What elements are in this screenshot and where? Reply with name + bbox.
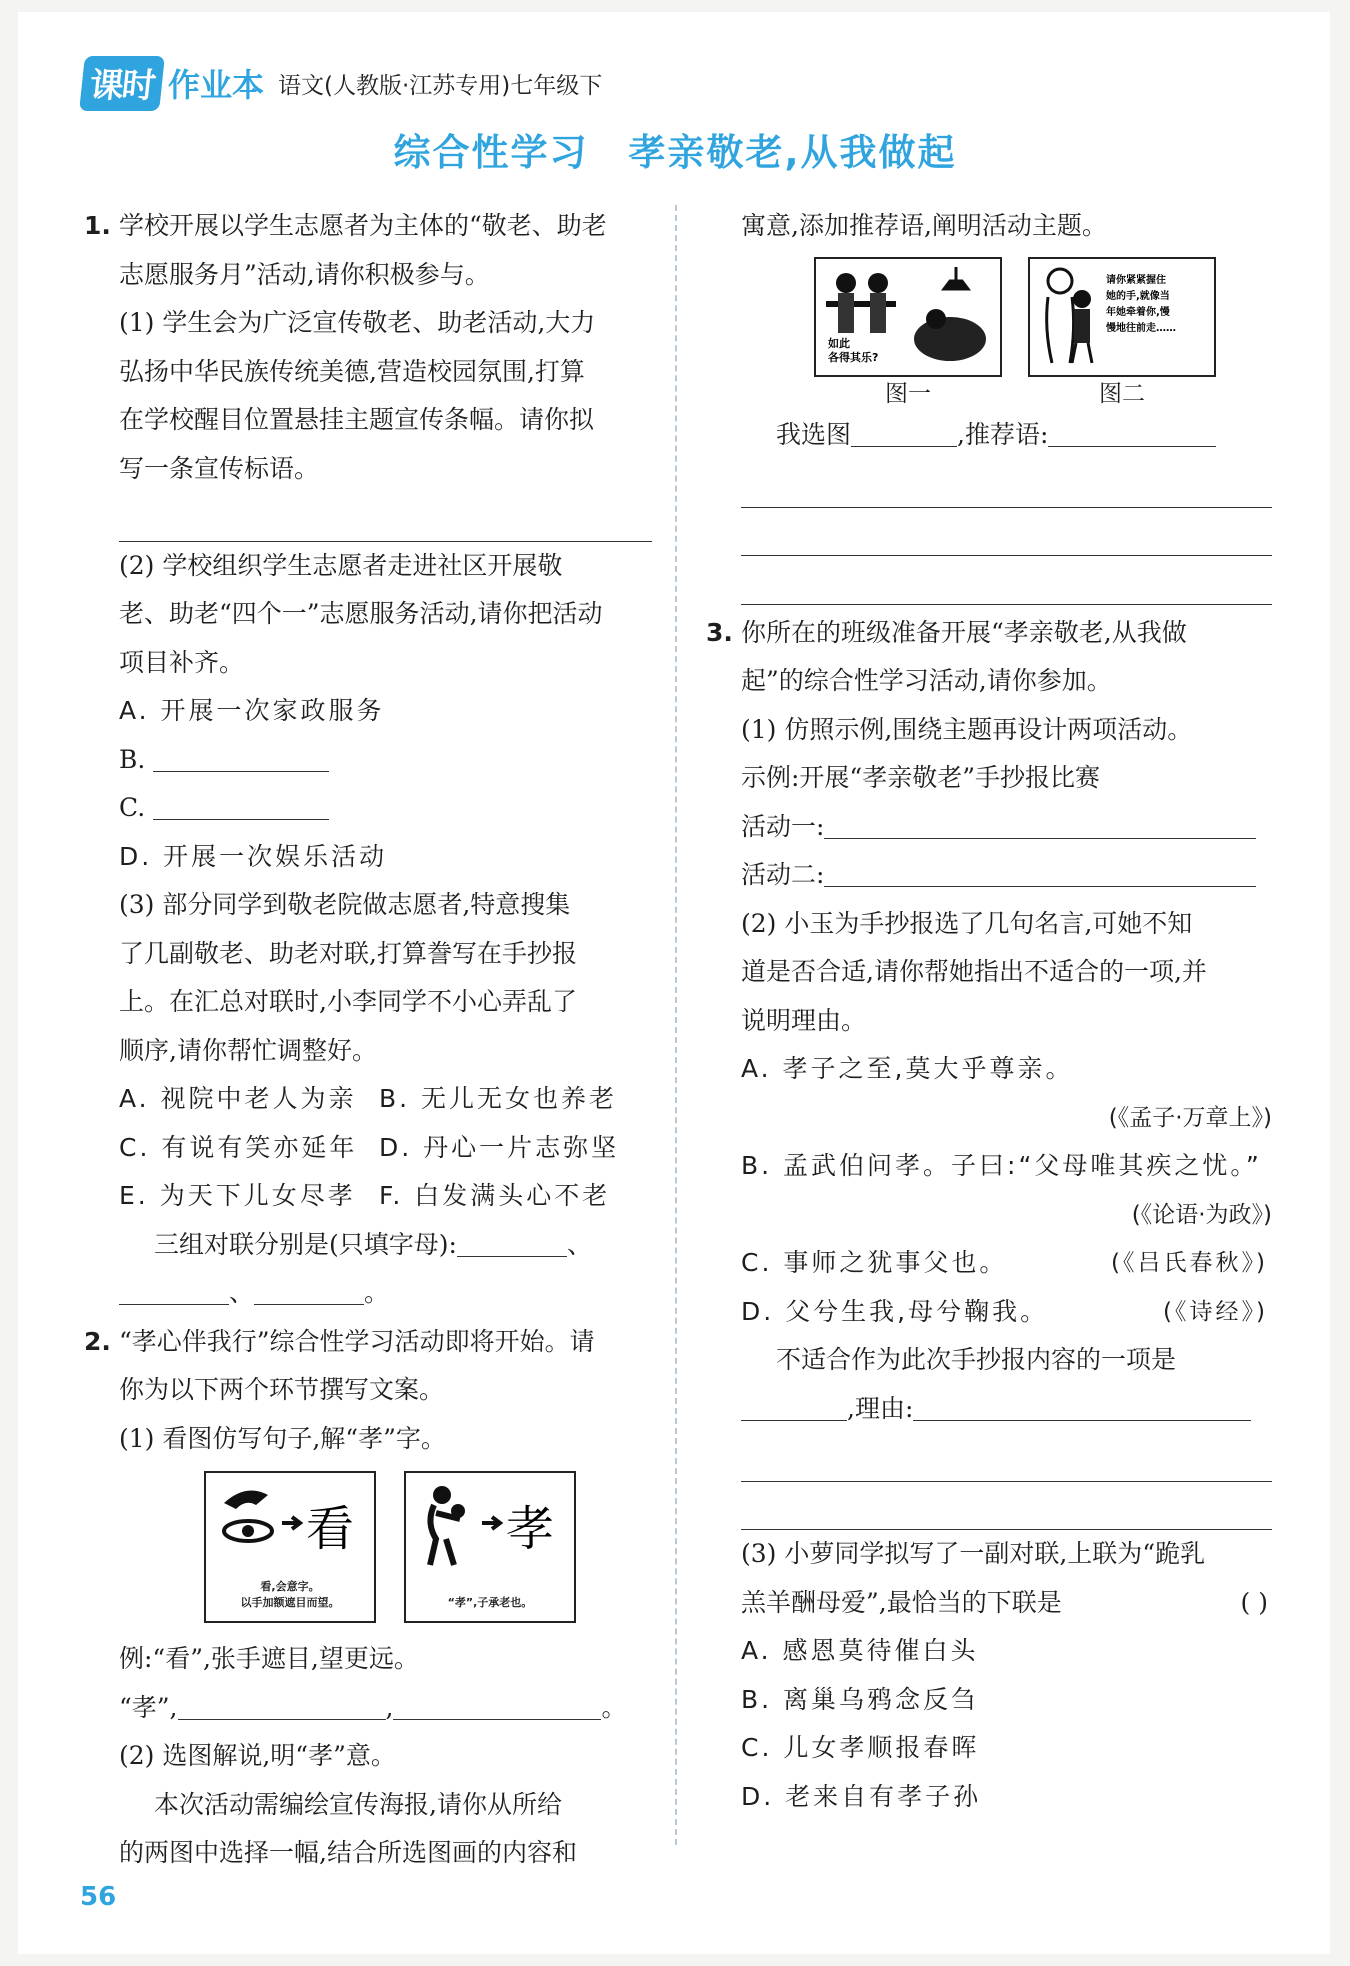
column-divider (675, 205, 677, 1845)
separator: 、 (229, 1278, 255, 1307)
cartoon-text: 慢地往前走…… (1106, 322, 1176, 334)
fill-blank[interactable] (824, 860, 1256, 887)
answer-line[interactable] (741, 1433, 1272, 1482)
q3-example: 示例:开展“孝亲敬老”手抄报比赛 (741, 763, 1100, 792)
q1-intro-line: 学校开展以学生志愿者为主体的“敬老、助老 (119, 211, 607, 240)
fill-blank[interactable] (153, 745, 329, 772)
answer-parentheses[interactable]: ( ) (1240, 1587, 1268, 1617)
left-column (84, 202, 652, 1878)
fill-blank[interactable] (393, 1693, 601, 1720)
answer-line[interactable] (741, 459, 1272, 508)
title-part-1: 综合性学习 (393, 131, 589, 174)
q3-part2-line: 道是否合适,请你帮她指出不适合的一项,并 (741, 957, 1207, 986)
q2-part1: (1) 看图仿写句子,解“孝”字。 (119, 1423, 446, 1453)
header (82, 58, 602, 108)
choose-prompt: 我选图 (776, 419, 852, 449)
quote-b: B. 孟武伯问孝。子曰:“父母唯其疾之忧。” (741, 1151, 1262, 1180)
quote-c-source: (《吕氏春秋》) (1111, 1250, 1268, 1276)
figure-1 (814, 257, 1002, 377)
poster-figures (706, 257, 1272, 377)
fill-blank[interactable] (1048, 420, 1216, 447)
cartoon-2 (1030, 259, 1214, 375)
quote-d: D. 父兮生我,母兮鞠我。 (741, 1296, 1049, 1326)
q2-intro-line: “孝心伴我行”综合性学习活动即将开始。请 (119, 1326, 595, 1356)
carrying-elder-illustration (406, 1473, 574, 1573)
q1-part2-line: (2) 学校组织学生志愿者走进社区开展敬 (119, 550, 563, 580)
comma: , (385, 1692, 394, 1722)
q1-part1-line: 写一条宣传标语。 (119, 453, 320, 483)
q3-answer-prompt: 不适合作为此次手抄报内容的一项是 (776, 1345, 1177, 1374)
q2-part2: (2) 选图解说,明“孝”意。 (119, 1741, 396, 1770)
q3-part3-line: 羔羊酬母爱”,最恰当的下联是 (741, 1587, 1062, 1617)
couplet-option-c: C. 儿女孝顺报春晖 (741, 1733, 980, 1762)
answer-line[interactable] (741, 1482, 1272, 1531)
q1-option-a: A. 开展一次家政服务 (119, 696, 385, 725)
q2-intro-line: 你为以下两个环节撰写文案。 (119, 1375, 445, 1404)
q1-part3-line: 顺序,请你帮忙调整好。 (119, 1035, 377, 1065)
fill-blank[interactable] (824, 812, 1256, 839)
book-subtitle: 语文(人教版·江苏专用)七年级下 (278, 72, 603, 99)
q1-part1-line: 弘扬中华民族传统美德,营造校园氛围,打算 (119, 356, 585, 386)
q2-part2-line: 本次活动需编绘宣传海报,请你从所给 (154, 1789, 562, 1819)
brand-logo: 课时 (79, 56, 165, 111)
fill-blank[interactable] (153, 793, 329, 820)
couplet-option-d: D. 老来自有孝子孙 (741, 1781, 982, 1811)
couplet-d: D. 丹心一片志弥坚 (379, 1132, 620, 1162)
quote-d-source: (《诗经》) (1163, 1298, 1268, 1325)
couplet-c: C. 有说有笑亦延年 (119, 1132, 358, 1162)
couplet-f: F. 白发满头心不老 (379, 1181, 611, 1210)
cartoon-text: 年她牵着你,慢 (1106, 306, 1170, 318)
title-part-2: 孝亲敬老,从我做起 (628, 131, 957, 174)
reason-prompt: ,理由: (847, 1393, 914, 1423)
seal-char-xiao: 孝 (506, 1501, 555, 1557)
answer-line[interactable] (119, 493, 652, 542)
q1-part3-line: 了几副敬老、助老对联,打算誊写在手抄报 (119, 938, 577, 968)
figure-caption: 看,会意字。 (260, 1580, 320, 1593)
fill-lead: “孝”, (119, 1692, 178, 1722)
figure-1-label: 图一 (885, 380, 931, 407)
fill-blank[interactable] (741, 1394, 847, 1421)
recommend-prompt: ,推荐语: (957, 419, 1049, 449)
fill-blank[interactable] (178, 1693, 386, 1720)
fill-blank[interactable] (457, 1230, 567, 1257)
figure-2-label: 图二 (1099, 380, 1145, 407)
activity-2-label: 活动二: (741, 860, 825, 889)
q3-part1: (1) 仿照示例,围绕主题再设计两项活动。 (741, 714, 1193, 744)
fill-blank[interactable] (913, 1394, 1251, 1421)
question-number: 1. (84, 211, 111, 240)
q2-example: 例:“看”,张手遮目,望更远。 (119, 1644, 419, 1673)
fill-blank[interactable] (851, 420, 957, 447)
character-figures (84, 1471, 652, 1623)
couplet-e: E. 为天下儿女尽孝 (119, 1181, 356, 1210)
page-number: 56 (80, 1882, 117, 1912)
q1-option-c: C. (119, 793, 146, 822)
couplet-option-a: A. 感恩莫待催白头 (741, 1636, 979, 1665)
question-number: 2. (84, 1326, 111, 1356)
q1-part3-line: 上。在汇总对联时,小李同学不小心弄乱了 (119, 987, 577, 1016)
fill-blank[interactable] (254, 1278, 364, 1305)
q2-part2-line: 的两图中选择一幅,结合所选图画的内容和 (119, 1838, 577, 1867)
q1-part1-line: (1) 学生会为广泛宣传敬老、助老活动,大力 (119, 308, 596, 337)
seal-char-kan: 看 (306, 1501, 355, 1557)
cartoon-text: 各得其乐? (828, 350, 879, 364)
eye-hand-illustration (206, 1473, 374, 1573)
quote-a-source: (《孟子·万章上》) (1108, 1104, 1272, 1131)
brand-name: 作业本 (168, 66, 265, 104)
q3-intro-line: 你所在的班级准备开展“孝亲敬老,从我做 (741, 617, 1187, 647)
couplet-a: A. 视院中老人为亲 (119, 1084, 357, 1113)
quote-a: A. 孝子之至,莫大乎尊亲。 (741, 1054, 1074, 1083)
activity-1-label: 活动一: (741, 811, 825, 841)
quote-c: C. 事师之犹事父也。 (741, 1248, 1008, 1277)
figure-2 (1028, 257, 1216, 377)
q2-part2-line: 寓意,添加推荐语,阐明活动主题。 (741, 211, 1107, 240)
couplet-option-b: B. 离巢乌鸦念反刍 (741, 1684, 980, 1714)
q1-answer-prompt: 三组对联分别是(只填字母): (154, 1229, 457, 1259)
period: 。 (364, 1278, 390, 1307)
separator: 、 (566, 1229, 592, 1259)
period: 。 (601, 1692, 627, 1722)
cartoon-text: 她的手,就像当 (1106, 290, 1170, 302)
couplet-b: B. 无儿无女也养老 (379, 1084, 618, 1113)
quote-b-source: (《论语·为政》) (1131, 1201, 1272, 1228)
question-number: 3. (706, 617, 733, 647)
q3-part3-line: (3) 小萝同学拟写了一副对联,上联为“跪乳 (741, 1539, 1206, 1568)
q3-part2-line: (2) 小玉为手抄报选了几句名言,可她不知 (741, 908, 1193, 938)
figure-xiao (404, 1471, 576, 1623)
cartoon-text: 请你紧紧握住 (1106, 274, 1166, 286)
cartoon-text: 如此 (828, 336, 850, 350)
figure-caption: “孝”,子承老也。 (447, 1596, 533, 1609)
q1-part3-line: (3) 部分同学到敬老院做志愿者,特意搜集 (119, 890, 571, 919)
answer-line[interactable] (741, 508, 1272, 557)
q1-part2-line: 项目补齐。 (119, 647, 245, 677)
figure-kan (204, 1471, 376, 1623)
figure-caption: 以手加额遮目而望。 (240, 1596, 340, 1609)
q3-intro-line: 起”的综合性学习活动,请你参加。 (741, 666, 1112, 695)
q1-option-d: D. 开展一次娱乐活动 (119, 841, 388, 871)
fill-blank[interactable] (119, 1278, 229, 1305)
cartoon-1 (816, 259, 1000, 375)
page-title (0, 122, 1350, 176)
right-column (706, 202, 1272, 1821)
q3-part2-line: 说明理由。 (741, 1005, 867, 1035)
q1-option-b: B. (119, 744, 146, 774)
q1-part1-line: 在学校醒目位置悬挂主题宣传条幅。请你拟 (119, 405, 595, 434)
answer-line[interactable] (741, 556, 1272, 605)
q1-part2-line: 老、助老“四个一”志愿服务活动,请你把活动 (119, 599, 603, 628)
q1-intro-line: 志愿服务月”活动,请你积极参与。 (119, 259, 490, 289)
